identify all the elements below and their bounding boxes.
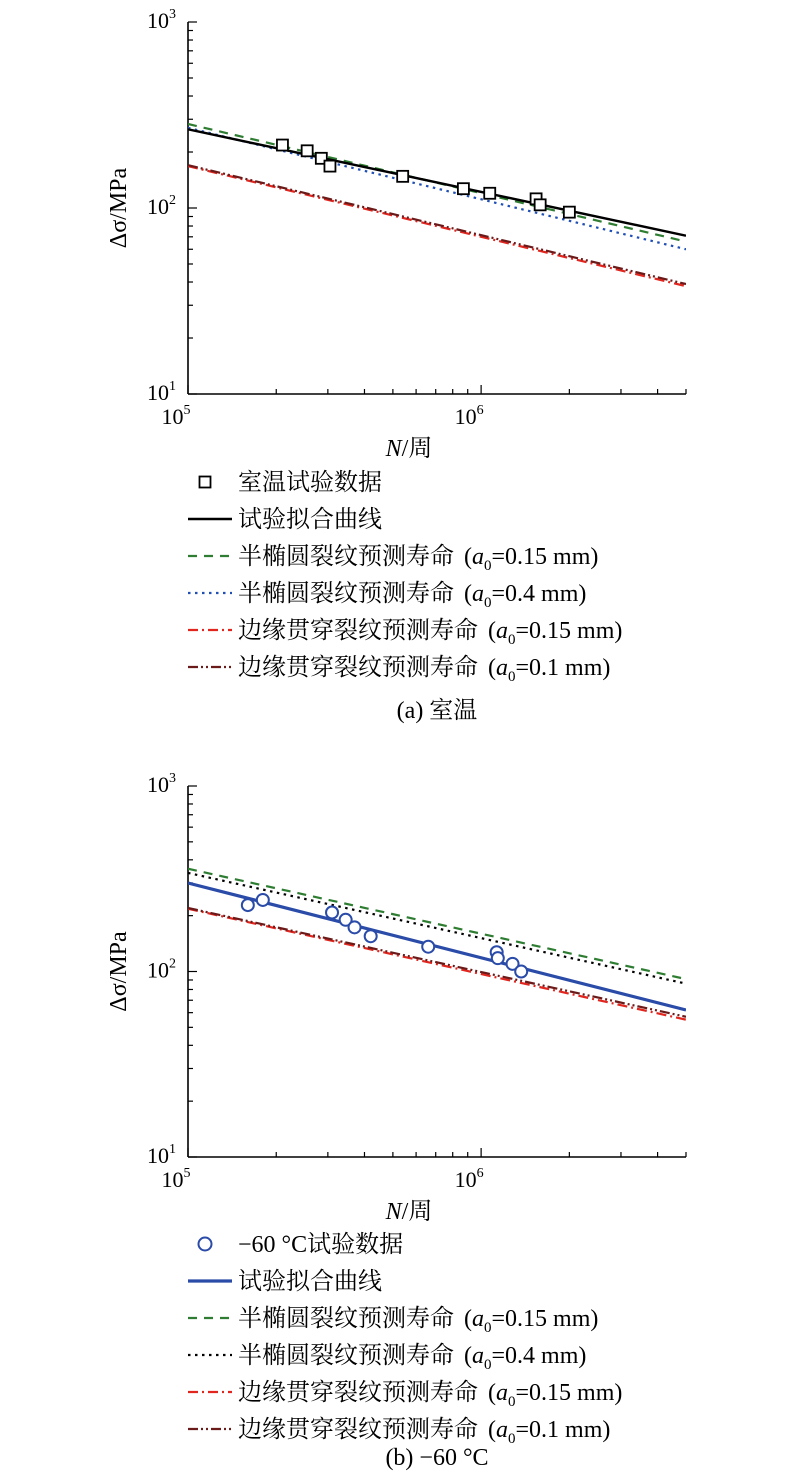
data-point xyxy=(242,899,254,911)
data-point xyxy=(492,952,504,964)
data-point xyxy=(515,966,527,978)
legend-label: 边缘贯穿裂纹预测寿命 ($a_0=0.1$ mm) xyxy=(238,1417,611,1447)
legend-label: 试验拟合曲线 xyxy=(238,507,382,533)
plot-area xyxy=(188,869,686,1020)
chart-panel-2 xyxy=(106,771,686,1471)
x-tick-label: $10^6$ xyxy=(454,403,484,429)
y-tick-label: $10^1$ xyxy=(147,379,176,405)
legend-label: 半椭圆裂纹预测寿命 ($a_0=0.4$ mm) xyxy=(238,581,587,611)
series-line-3 xyxy=(188,873,686,984)
legend-marker xyxy=(199,1238,212,1251)
x-tick-label: $10^5$ xyxy=(161,403,191,429)
data-point xyxy=(302,145,313,156)
data-point xyxy=(422,941,434,953)
legend-label: 边缘贯穿裂纹预测寿命 ($a_0=0.15$ mm) xyxy=(238,618,623,648)
legend-label: 半椭圆裂纹预测寿命 ($a_0=0.15$ mm) xyxy=(238,544,599,574)
legend-label: 半椭圆裂纹预测寿命 ($a_0=0.4$ mm) xyxy=(238,1343,587,1373)
data-point xyxy=(324,161,335,172)
data-point xyxy=(365,930,377,942)
data-point xyxy=(326,906,338,918)
legend xyxy=(188,1231,622,1447)
y-axis-label: Δσ/MPa xyxy=(106,931,132,1012)
y-tick-label: $10^2$ xyxy=(147,193,176,219)
legend-marker xyxy=(200,477,211,488)
chart-panel-1 xyxy=(106,7,686,724)
x-axis-label: N/周 xyxy=(385,1199,433,1225)
x-tick-label: $10^5$ xyxy=(161,1166,191,1192)
data-point xyxy=(257,894,269,906)
data-point xyxy=(397,171,408,182)
legend-label: 边缘贯穿裂纹预测寿命 ($a_0=0.15$ mm) xyxy=(238,1380,623,1410)
legend-label: −60 °C试验数据 xyxy=(238,1232,404,1258)
data-point xyxy=(458,183,469,194)
data-point xyxy=(564,207,575,218)
legend-label: 边缘贯穿裂纹预测寿命 ($a_0=0.1$ mm) xyxy=(238,655,611,685)
y-tick-label: $10^3$ xyxy=(147,7,176,33)
legend xyxy=(188,469,622,685)
x-axis-label: N/周 xyxy=(385,436,433,462)
data-point xyxy=(484,188,495,199)
plot-area xyxy=(188,124,686,286)
x-tick-label: $10^6$ xyxy=(454,1166,484,1192)
y-axis-label: Δσ/MPa xyxy=(106,167,132,249)
data-point xyxy=(349,921,361,933)
chart-caption: (b) −60 °C xyxy=(385,1445,489,1471)
y-tick-label: $10^1$ xyxy=(147,1142,176,1168)
y-tick-label: $10^3$ xyxy=(147,771,176,797)
y-tick-label: $10^2$ xyxy=(147,956,176,983)
data-point xyxy=(277,140,288,151)
chart-caption: (a) 室温 xyxy=(396,698,478,724)
data-point xyxy=(535,199,546,210)
legend-label: 半椭圆裂纹预测寿命 ($a_0=0.15$ mm) xyxy=(238,1306,599,1336)
legend-label: 试验拟合曲线 xyxy=(238,1269,382,1295)
legend-label: 室温试验数据 xyxy=(238,470,382,496)
